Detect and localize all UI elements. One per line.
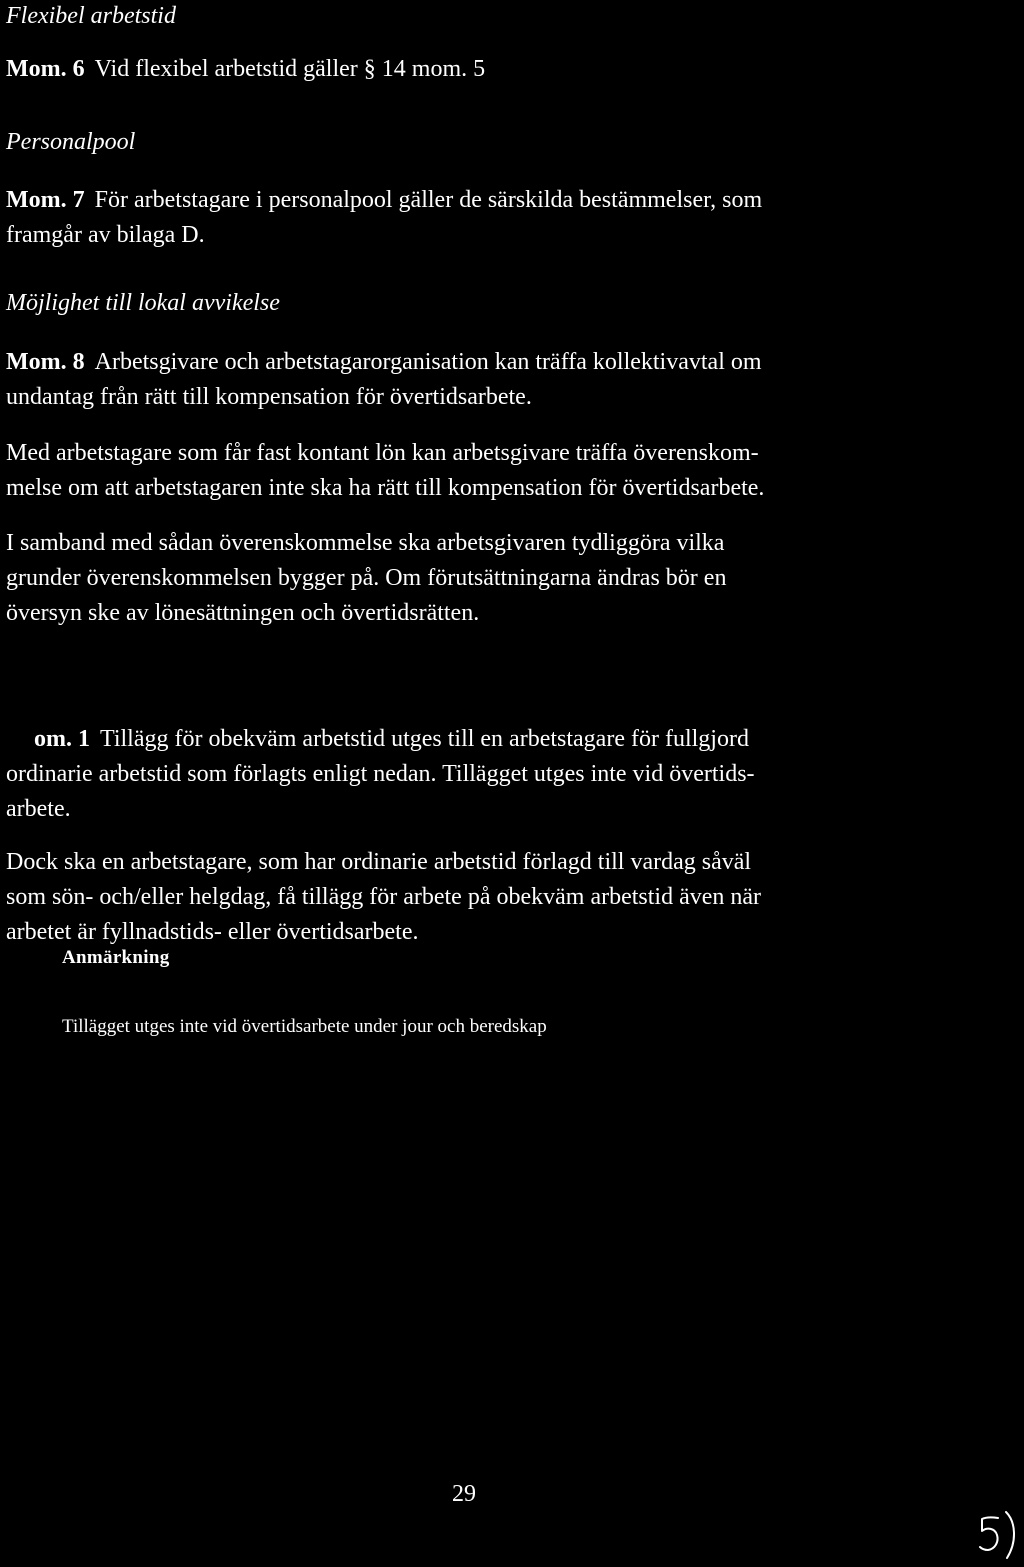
obekvam-mom-1-paragraph (34, 722, 946, 757)
obekvam-p2-line-2: som sön- och/eller helgdag, få tillägg för arbete på obekväm arbetstid även när (6, 884, 762, 910)
anmarkning-text: Tillägget utges inte vid övertidsarbete under jour och beredskap (62, 1016, 547, 1037)
mom-8-p2-line-1: Med arbetstagare som får fast kontant lön kan arbetsgivare träffa överenskom- (6, 440, 759, 466)
obekvam-line-2: ordinarie arbetstid som förlagts enligt nedan. Tillägget utges inte vid övertids- (6, 761, 755, 787)
anmarkning-title: Anmärkning (62, 947, 170, 968)
obekvam-paragraph-2 (6, 845, 946, 950)
handwritten-five-icon (976, 1504, 1022, 1562)
mom-8-line-2: undantag från rätt till kompensation för övertidsarbete. (6, 384, 532, 410)
mom-8-p3-line-2: grunder överenskommelsen bygger på. Om förutsättningarna ändras bör en (6, 565, 727, 591)
page-number: 29 (452, 1481, 476, 1507)
mom-8-line-1 (6, 345, 946, 380)
mom-8-p3-line-3: översyn ske av lönesättningen och övertidsrätten. (6, 600, 480, 626)
obekvam-text-1: Tillägg för obekväm arbetstid utges till en arbetstagare för fullgjord (100, 726, 749, 752)
heading-flexibel-arbetstid: Flexibel arbetstid (6, 3, 176, 29)
heading-personalpool: Personalpool (6, 129, 136, 155)
obekvam-mom-label: om. 1 (34, 726, 90, 752)
obekvam-line-3: arbete. (6, 796, 71, 822)
mom-8-p2-line-2: melse om att arbetstagaren inte ska ha rätt till kompensation för övertidsarbete. (6, 475, 765, 501)
obekvam-p2-line-1: Dock ska en arbetstagare, som har ordinarie arbetstid förlagd till vardag såväl (6, 849, 752, 875)
mom-7-label: Mom. 7 (6, 187, 85, 213)
obekvam-continuation (6, 757, 946, 827)
mom-6-text: Vid flexibel arbetstid gäller § 14 mom. 5 (94, 56, 486, 82)
mom-7-text-1: För arbetstagare i personalpool gäller de särskilda bestämmelser, som (94, 187, 763, 213)
mom-8-p3-line-1: I samband med sådan överenskommelse ska arbetsgivaren tydliggöra vilka (6, 530, 725, 556)
mom-7-line-1 (6, 183, 946, 218)
mom-8-paragraph (6, 345, 946, 415)
handwritten-mark (976, 1504, 1022, 1562)
mom-8-label: Mom. 8 (6, 349, 85, 375)
mom-8-text-1: Arbetsgivare och arbetstagarorganisation kan träffa kollektivavtal om (94, 349, 762, 375)
heading-mojlighet-lokal-avvikelse: Möjlighet till lokal avvikelse (6, 290, 280, 316)
mom-8-paragraph-2 (6, 436, 946, 506)
mom-7-paragraph (6, 183, 946, 253)
obekvam-p2-line-3: arbetet är fyllnadstids- eller övertidsarbete. (6, 919, 419, 945)
obekvam-line-1 (34, 722, 946, 757)
mom-6-paragraph (6, 52, 946, 87)
mom-7-line-2: framgår av bilaga D. (6, 222, 205, 248)
mom-8-paragraph-3 (6, 526, 946, 631)
mom-6-label: Mom. 6 (6, 56, 85, 82)
